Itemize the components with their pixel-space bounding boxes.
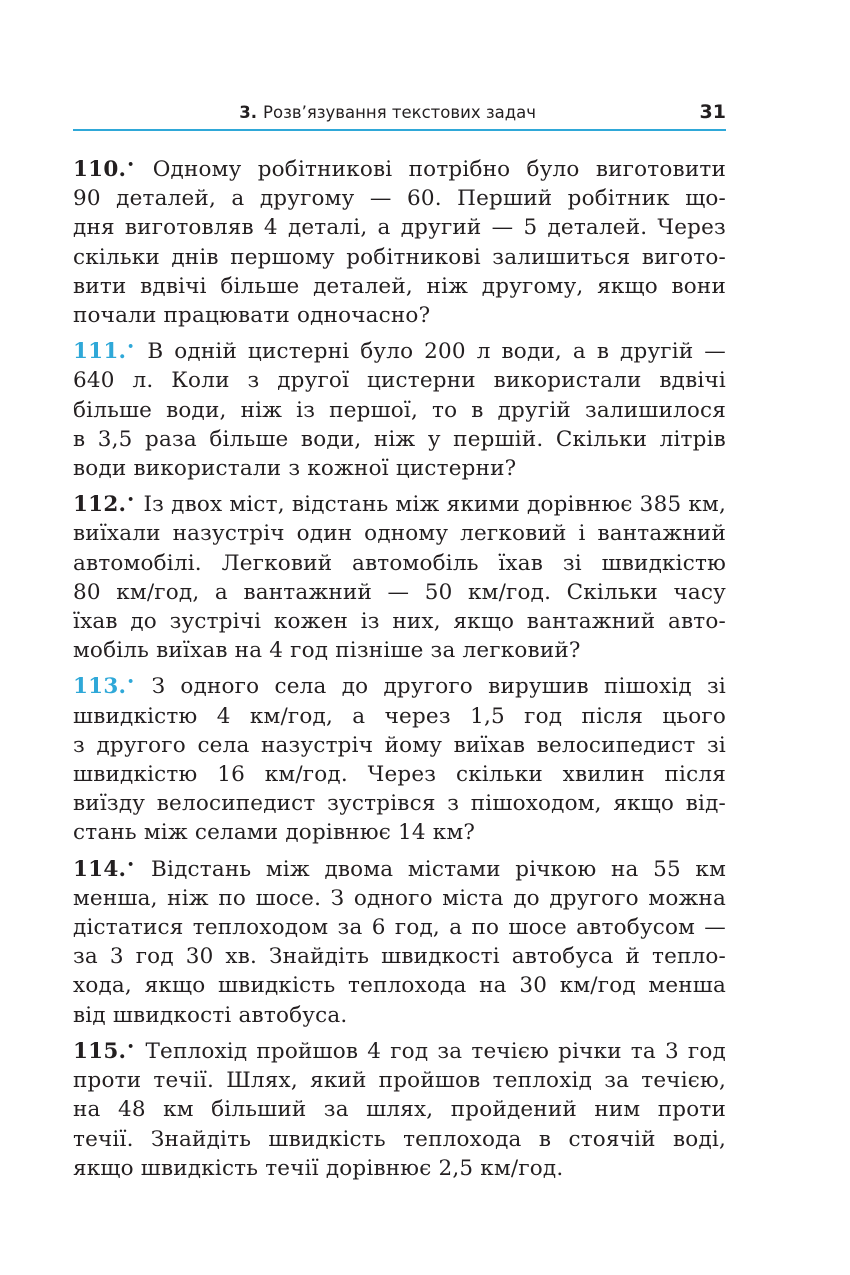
problem-text-line: швидкістю 4 км/год, а через 1,5 год після цього [73, 703, 726, 729]
problem-text: Із двох міст, відстань між якими дорівнює 385 км, [143, 492, 726, 518]
problem-text-line: води використали з кожної цистерни? [73, 456, 517, 482]
problem-number [73, 857, 136, 882]
chapter-title [239, 103, 536, 122]
problem-text-line [73, 850, 726, 884]
problem-text-line: проти течії. Шлях, який пройшов теплохід за течією, [73, 1068, 726, 1094]
problem-text-line: більше води, ніж із першої, то в другій залишилося [73, 397, 726, 423]
problem-text-line: виїхали назустріч один одному легковий і вантажний [73, 521, 726, 547]
problem-number [73, 1039, 136, 1064]
problem-114 [73, 850, 726, 1030]
difficulty-marker: • [127, 675, 135, 689]
problem-text-line: хода, якщо швидкість теплохода на 30 км/год менша [73, 973, 726, 999]
problem-text-line: скільки днів першому робітникові залишиться вигото- [73, 244, 726, 270]
problem-text-line: від швидкості автобуса. [73, 1002, 348, 1028]
difficulty-marker: • [127, 1039, 135, 1053]
problem-text-line: дістатися теплоходом за 6 год, а по шосе автобусом — [73, 915, 726, 941]
problem-text: Одному робітникові потрібно було виготовити [152, 157, 726, 182]
problem-text-line: їхав до зустрічі кожен із них, якщо вантажний авто- [73, 609, 726, 635]
problem-text-line [73, 332, 726, 366]
page-header [73, 95, 726, 131]
problem-text-line: 90 деталей, а другому — 60. Перший робітник що- [73, 186, 726, 212]
problem-number-text: 115. [73, 1038, 127, 1064]
problem-text-line: течії. Знайдіть швидкість теплохода в стоячій воді, [73, 1126, 726, 1152]
problem-text-line: за 3 год 30 хв. Знайдіть швидкості автобуса й тепло- [73, 944, 726, 970]
problem-text-line: менша, ніж по шосе. З одного міста до другого можна [73, 885, 726, 911]
problem-text-line: на 48 км більший за шлях, пройдений ним проти [73, 1097, 726, 1123]
problem-text-line: швидкістю 16 км/год. Через скільки хвилин після [73, 762, 726, 788]
problem-text-line: в 3,5 раза більше води, ніж у першій. Скільки літрів [73, 426, 726, 452]
problem-text-line: автомобілі. Легковий автомобіль їхав зі швидкістю [73, 550, 726, 576]
problem-text-line: стань між селами дорівнює 14 км? [73, 820, 476, 846]
difficulty-marker: • [127, 340, 135, 354]
problem-number-text: 112. [73, 492, 127, 518]
problem-number [73, 157, 136, 182]
problem-text-line: 80 км/год, а вантажний — 50 км/год. Скільки часу [73, 579, 726, 605]
problem-number-text: 114. [73, 856, 127, 882]
problem-111 [73, 332, 726, 483]
problem-text-line: мобіль виїхав на 4 год пізніше за легковий? [73, 638, 581, 664]
difficulty-marker: • [127, 158, 135, 171]
problem-number-text: 113. [73, 674, 127, 700]
problem-text: Теплохід пройшов 4 год за течією річки та 3 год [145, 1038, 726, 1064]
problem-text-line: якщо швидкість течії дорівнює 2,5 км/год. [73, 1155, 564, 1181]
problem-text-line: почали працювати одночасно? [73, 303, 431, 329]
problem-112 [73, 485, 726, 665]
difficulty-marker: • [127, 493, 135, 507]
problem-text-line: вити вдвічі більше деталей, ніж другому, якщо вони [73, 273, 726, 299]
problem-number [73, 674, 136, 699]
problem-number [73, 339, 136, 364]
problem-115 [73, 1032, 726, 1183]
problem-number-text: 111. [73, 339, 127, 365]
problem-text: З одного села до другого вирушив пішохід зі [151, 674, 726, 700]
page-number: 31 [699, 101, 726, 123]
problem-110 [73, 150, 726, 330]
problem-text-line: виїзду велосипедист зустрівся з пішоходом, якщо від- [73, 791, 726, 817]
problem-text-line: дня виготовляв 4 деталі, а другий — 5 деталей. Через [73, 215, 726, 241]
problem-text-line [73, 667, 726, 701]
problem-number-text: 110. [73, 157, 127, 182]
problem-text: Відстань між двома містами річкою на 55 км [151, 856, 726, 882]
problem-text-line [73, 1032, 726, 1066]
problem-113 [73, 667, 726, 847]
difficulty-marker: • [127, 857, 135, 871]
chapter-title-text: Розв’язування текстових задач [263, 103, 536, 122]
chapter-number: 3. [239, 103, 258, 122]
problem-text-line [73, 485, 726, 519]
problem-text-line: з другого села назустріч йому виїхав велосипедист зі [73, 732, 726, 758]
problem-text-line [73, 150, 726, 184]
problem-list [73, 150, 726, 1185]
problem-text-line: 640 л. Коли з другої цистерни використали вдвічі [73, 368, 726, 394]
problem-text: В одній цистерні було 200 л води, а в другій — [147, 339, 726, 365]
problem-number [73, 492, 136, 517]
